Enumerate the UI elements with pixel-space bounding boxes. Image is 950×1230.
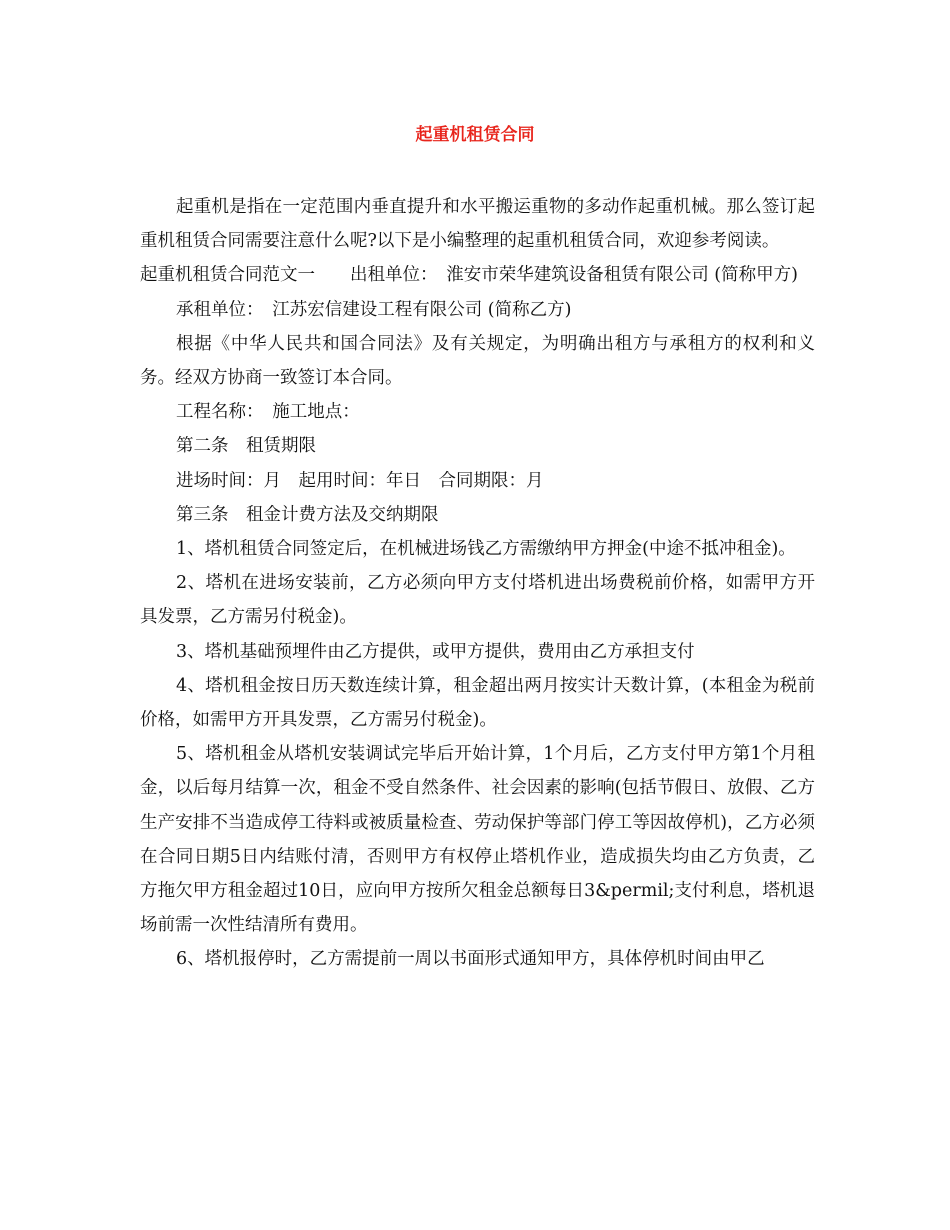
paragraph: 起重机是指在一定范围内垂直提升和水平搬运重物的多动作起重机械。那么签订起重机租赁合同需要注意什么呢?以下是小编整理的起重机租赁合同，欢迎参考阅读。: [140, 197, 815, 252]
paragraph: 进场时间：月 起用时间：年日 合同期限：月: [176, 470, 544, 491]
clause-item: 4、塔机租金按日历天数连续计算，租金超出两月按实计天数计算，(本租金为税前价格，如需甲方开具发票，乙方需另付税金)。: [140, 675, 815, 731]
document-body: [140, 190, 815, 977]
paragraph: 承租单位： 江苏宏信建设工程有限公司 (简称乙方): [176, 299, 572, 320]
clause-item: 3、塔机基础预埋件由乙方提供，或甲方提供，费用由乙方承担支付: [176, 641, 695, 662]
document-title: 起重机租赁合同: [415, 125, 535, 145]
clause-item: 6、塔机报停时，乙方需提前一周以书面形式通知甲方，具体停机时间由甲乙: [176, 949, 765, 970]
clause-item: 5、塔机租金从塔机安装调试完毕后开始计算，1个月后，乙方支付甲方第1个月租金，以后每月结算一次，租金不受自然条件、社会因素的影响(包括节假日、放假、乙方生产安排不当造成停工待料或被质量检查、劳动保护等部门停工等因故停机)，乙方必须在合同日期5日内结账付清，否则甲方有权停止塔机作业，造成损失均由乙方负责，乙方拖欠甲方租金超过10日，应向甲方按所欠租金总额每日3&permil;支付利息，塔机退场前需一次性结清所有费用。: [140, 744, 815, 936]
paragraph: 根据《中华人民共和国合同法》及有关规定，为明确出租方与承租方的权利和义务。经双方协商一致签订本合同。: [140, 333, 815, 389]
section-heading: 第二条 租赁期限: [176, 436, 316, 457]
section-heading: 第三条 租金计费方法及交纳期限: [176, 504, 439, 525]
clause-item: 1、塔机租赁合同签定后，在机械进场钱乙方需缴纳甲方押金(中途不抵冲租金)。: [176, 539, 796, 560]
paragraph: 工程名称： 施工地点：: [176, 402, 360, 423]
clause-item: 2、塔机在进场安装前，乙方必须向甲方支付塔机进出场费税前价格，如需甲方开具发票，乙方需另付税金)。: [140, 573, 815, 628]
paragraph: 起重机租赁合同范文一 出租单位： 淮安市荣华建筑设备租赁有限公司 (简称甲方): [140, 265, 798, 286]
